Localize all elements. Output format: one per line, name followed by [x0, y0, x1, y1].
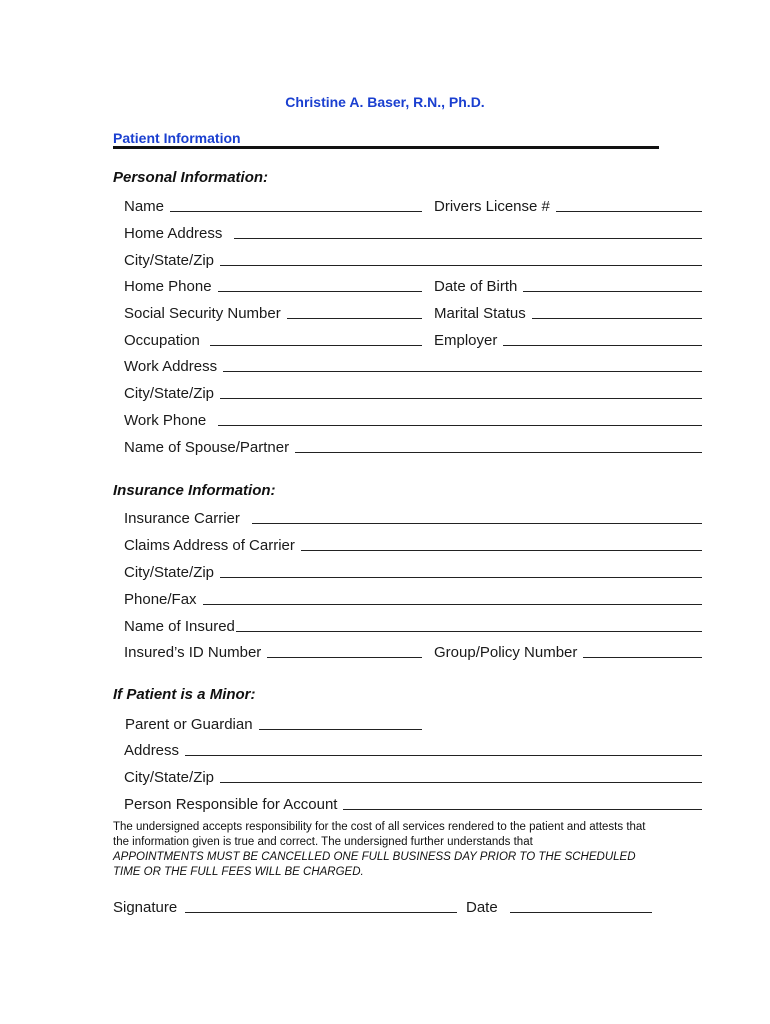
form-row-ins-city-state-zip	[124, 562, 702, 582]
minor-heading: If Patient is a Minor:	[113, 686, 256, 703]
minor-address-label: Address	[124, 742, 180, 759]
minor-city-state-zip-field[interactable]	[124, 767, 702, 787]
form-row-name	[124, 196, 702, 216]
home-phone-field[interactable]	[124, 276, 422, 296]
name-blank[interactable]	[170, 211, 422, 212]
form-row-carrier	[124, 508, 702, 528]
spouse-label: Name of Spouse/Partner	[124, 439, 290, 456]
responsible-blank[interactable]	[343, 809, 702, 810]
occupation-blank[interactable]	[210, 345, 422, 346]
marital-status-label: Marital Status	[434, 305, 526, 322]
drivers-license-field[interactable]	[434, 196, 702, 216]
employer-field[interactable]	[434, 330, 702, 350]
phone-fax-blank[interactable]	[203, 604, 702, 605]
signature-label: Signature	[113, 899, 178, 916]
guardian-label: Parent or Guardian	[125, 716, 253, 733]
form-row-minor-city-state-zip	[124, 767, 702, 787]
responsible-field[interactable]	[124, 794, 702, 814]
work-city-state-zip-blank[interactable]	[220, 398, 702, 399]
form-row-insured-id	[124, 642, 702, 662]
group-policy-label: Group/Policy Number	[434, 644, 578, 661]
form-row-work-phone	[124, 410, 702, 430]
ssn-blank[interactable]	[287, 318, 422, 319]
occupation-label: Occupation	[124, 332, 200, 349]
claims-address-label: Claims Address of Carrier	[124, 537, 295, 554]
form-row-responsible	[124, 794, 702, 814]
date-of-birth-field[interactable]	[434, 276, 702, 296]
form-row-occupation	[124, 330, 702, 350]
minor-city-state-zip-blank[interactable]	[220, 782, 702, 783]
home-address-label: Home Address	[124, 225, 223, 242]
city-state-zip-label: City/State/Zip	[124, 252, 215, 269]
date-blank[interactable]	[510, 912, 652, 913]
city-state-zip-blank[interactable]	[220, 265, 702, 266]
form-row-phone-fax	[124, 589, 702, 609]
spouse-blank[interactable]	[295, 452, 702, 453]
phone-fax-label: Phone/Fax	[124, 591, 197, 608]
ssn-label: Social Security Number	[124, 305, 281, 322]
responsible-label: Person Responsible for Account	[124, 796, 338, 813]
name-of-insured-label: Name of Insured	[124, 618, 235, 635]
home-phone-blank[interactable]	[218, 291, 422, 292]
form-row-spouse	[124, 437, 702, 457]
ins-city-state-zip-field[interactable]	[124, 562, 702, 582]
work-city-state-zip-label: City/State/Zip	[124, 385, 215, 402]
form-row-guardian	[124, 714, 702, 734]
form-row-home-address	[124, 223, 702, 243]
disclaimer-text	[113, 820, 658, 880]
employer-label: Employer	[434, 332, 498, 349]
drivers-license-blank[interactable]	[556, 211, 702, 212]
guardian-blank[interactable]	[259, 729, 422, 730]
city-state-zip-field[interactable]	[124, 250, 702, 270]
title-divider	[113, 146, 659, 149]
minor-address-field[interactable]	[124, 740, 702, 760]
work-phone-blank[interactable]	[218, 425, 702, 426]
form-row-work-city-state-zip	[124, 383, 702, 403]
section-title: Patient Information	[113, 130, 241, 146]
form-row-name-of-insured	[124, 616, 702, 636]
personal-info-heading: Personal Information:	[113, 169, 269, 186]
minor-city-state-zip-label: City/State/Zip	[124, 769, 215, 786]
form-row-claims-address	[124, 535, 702, 555]
signature-row	[113, 897, 653, 919]
phone-fax-field[interactable]	[124, 589, 702, 609]
form-row-minor-address	[124, 740, 702, 760]
spouse-field[interactable]	[124, 437, 702, 457]
carrier-field[interactable]	[124, 508, 702, 528]
guardian-field[interactable]	[125, 714, 422, 734]
name-label: Name	[124, 198, 165, 215]
group-policy-blank[interactable]	[583, 657, 702, 658]
signature-field[interactable]	[113, 897, 457, 917]
marital-status-blank[interactable]	[532, 318, 702, 319]
occupation-field[interactable]	[124, 330, 422, 350]
form-row-home-phone	[124, 276, 702, 296]
practitioner-title: Christine A. Baser, R.N., Ph.D.	[285, 94, 485, 110]
home-address-blank[interactable]	[234, 238, 702, 239]
work-phone-field[interactable]	[124, 410, 702, 430]
work-city-state-zip-field[interactable]	[124, 383, 702, 403]
work-address-blank[interactable]	[223, 371, 702, 372]
ins-city-state-zip-blank[interactable]	[220, 577, 702, 578]
form-row-ssn	[124, 303, 702, 323]
home-address-field[interactable]	[124, 223, 702, 243]
ssn-field[interactable]	[124, 303, 422, 323]
claims-address-field[interactable]	[124, 535, 702, 555]
signature-blank[interactable]	[185, 912, 457, 913]
group-policy-field[interactable]	[434, 642, 702, 662]
cancellation-policy: APPOINTMENTS MUST BE CANCELLED ONE FULL BUSINESS DAY PRIOR TO THE SCHEDULED TIME OR THE FULL FEES WILL BE CHARGED.	[113, 851, 636, 878]
form-row-work-address	[124, 356, 702, 376]
disclaimer-body: The undersigned accepts responsibility for the cost of all services rendered to the patient and attests that the information given is true and correct. The undersigned further understands that	[113, 821, 646, 848]
home-phone-label: Home Phone	[124, 278, 212, 295]
carrier-label: Insurance Carrier	[124, 510, 240, 527]
work-address-label: Work Address	[124, 358, 218, 375]
insurance-info-heading: Insurance Information:	[113, 482, 276, 499]
form-row-city-state-zip	[124, 250, 702, 270]
carrier-blank[interactable]	[252, 523, 702, 524]
date-of-birth-label: Date of Birth	[434, 278, 518, 295]
date-of-birth-blank[interactable]	[523, 291, 702, 292]
work-phone-label: Work Phone	[124, 412, 207, 429]
employer-blank[interactable]	[503, 345, 702, 346]
ins-city-state-zip-label: City/State/Zip	[124, 564, 215, 581]
marital-status-field[interactable]	[434, 303, 702, 323]
drivers-license-label: Drivers License #	[434, 198, 550, 215]
claims-address-blank[interactable]	[301, 550, 702, 551]
name-of-insured-field[interactable]	[124, 616, 702, 636]
date-field[interactable]	[466, 897, 652, 917]
name-of-insured-blank[interactable]	[236, 631, 702, 632]
insured-id-label: Insured’s ID Number	[124, 644, 262, 661]
insured-id-blank[interactable]	[267, 657, 422, 658]
insured-id-field[interactable]	[124, 642, 422, 662]
work-address-field[interactable]	[124, 356, 702, 376]
date-label: Date	[466, 899, 498, 916]
minor-address-blank[interactable]	[185, 755, 702, 756]
name-field[interactable]	[124, 196, 422, 216]
